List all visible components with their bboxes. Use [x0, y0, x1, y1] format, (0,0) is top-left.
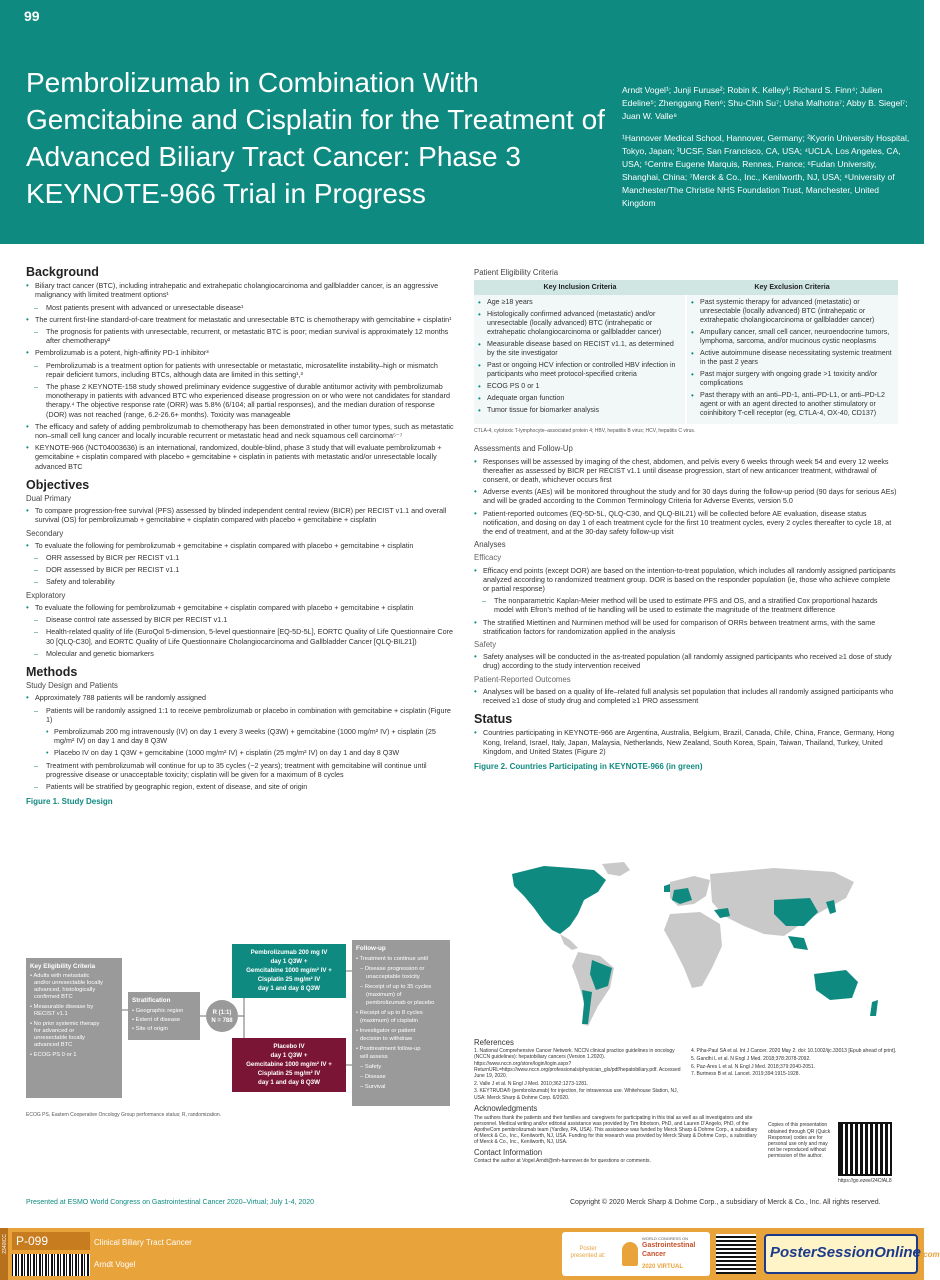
acknowledgments-title: Acknowledgments	[474, 1104, 538, 1114]
follow-up-line: • Investigator or patient	[356, 1028, 416, 1034]
eligibility-line: RECIST v1.1	[34, 1011, 68, 1017]
inclusion-item: • Tumor tissue for biomarker analysis	[478, 406, 681, 415]
methods-heading: Methods	[26, 664, 78, 679]
background-list	[26, 281, 456, 471]
eligibility-line: • ECOG PS 0 or 1	[30, 1052, 77, 1058]
follow-up-line: – Disease	[360, 1074, 386, 1080]
qr-url[interactable]: https://go.ezee/24CfAL8	[838, 1178, 892, 1185]
list-item: – Patients will be stratified by geographic region, extent of disease, and site of origin	[26, 782, 456, 791]
eligibility-table	[474, 280, 898, 424]
eligibility-line: • Adults with metastatic	[30, 973, 90, 979]
copyright: Copyright © 2020 Merck Sharp & Dohme Corp., a subsidiary of Merck & Co., Inc. All rights reserved.	[570, 1199, 881, 1206]
list-item: • Adverse events (AEs) will be monitored throughout the study and for 30 days during the follow-up period (90 days for serious AEs) and will be graded according to the Common Terminology Criteria for Adverse Events, version 5.0	[474, 487, 898, 505]
list-item: • The current first-line standard-of-care treatment for metastatic and unresectable BTC is chemotherapy with gemcitabine + cisplatin¹	[26, 315, 456, 324]
list-item: • Pembrolizumab is a potent, high-affinity PD-1 inhibitor³	[26, 348, 456, 357]
list-item: – Health-related quality of life (EuroQol 5-dimension, 5-level questionnaire [EQ-5D-5L], EORTC Quality of Life Questionnaire Core 30 [QLQ-C30], and EORTC Quality of Life Questionnaire Cholangiocarcinoma and Gallbladder Cancer [QLQ-BIL21])	[26, 627, 456, 645]
list-item: – Patients will be randomly assigned 1:1 to receive pembrolizumab or placebo in combination with gemcitabine + cisplatin (Figure 1)	[26, 706, 456, 724]
list-item: • KEYNOTE-966 (NCT04003636) is an international, randomized, double-blind, phase 3 study that will evaluate pembrolizumab + gemcitabine + cisplatin compared with placebo + gemcitabine + cisplatin in patients with metastatic and/or unresectable locally advanced BTC	[26, 443, 456, 471]
references-section	[474, 1040, 898, 1185]
follow-up-line: will assess	[360, 1054, 388, 1060]
inclusion-item: • Adequate organ function	[478, 394, 681, 403]
exclusion-item: • Past major surgery with ongoing grade >1 toxicity and/or complications	[691, 370, 894, 388]
list-item: • Analyses will be based on a quality of life–related full analysis set population that includes all randomly assigned participants who received ≥1 dose of study drug and completed ≥1 PRO assessment	[474, 687, 898, 705]
list-item: • Efficacy end points (except DOR) are based on the intention-to-treat population, which includes all randomly assigned participants analyzed according to randomized treatment group. DOR is based on the responder population (ie, those who achieve complete or partial response)	[474, 566, 898, 594]
inclusion-header: Key Inclusion Criteria	[474, 280, 686, 295]
sample-size-label: N = 788	[211, 1018, 233, 1024]
references-title: References	[474, 1038, 514, 1047]
follow-up-line: pembrolizumab or placebo	[366, 1000, 435, 1006]
arm1-line: day 1 Q3W +	[270, 958, 308, 965]
list-item: • To evaluate the following for pembrolizumab + gemcitabine + cisplatin compared with placebo + gemcitabine + cisplatin	[26, 541, 456, 550]
list-item: – The phase 2 KEYNOTE-158 study showed preliminary evidence suggestive of durable antitumor activity with pembrolizumab monotherapy in patients with advanced BTC who experienced disease progression on or who were not candidates for standard therapy.⁴ The objective response rate (ORR) was 5.8% (6/104; all partial responses), and the median duration of response (DOR) was not reached (range, 6.2-26.6+ months). Toxicity was manageable	[26, 382, 456, 419]
exclusion-item: • Ampullary cancer, small cell cancer, neuroendocrine tumors, lymphoma, sarcoma, and/or mucinous cystic neoplasms	[691, 328, 894, 346]
study-design-diagram	[26, 940, 456, 1110]
follow-up-line: – Survival	[360, 1084, 386, 1090]
right-column	[474, 268, 898, 777]
eligibility-line: unresectable locally	[34, 1035, 85, 1041]
reference-item: 5. Gandhi L et al. N Engl J Med. 2018;378:2078-2092.	[691, 1055, 811, 1062]
contact-title: Contact Information	[474, 1147, 543, 1157]
follow-up-line: decision to withdraw	[360, 1036, 413, 1042]
list-item: • The stratified Miettinen and Nurminen method will be used for comparison of ORRs between treatment arms, with the same stratification factors for randomization applied in the analysis	[474, 618, 898, 636]
follow-up-line: • Receipt of up to 8 cycles	[356, 1010, 423, 1016]
congress-line2: Gastrointestinal	[642, 1242, 696, 1249]
status-heading: Status	[474, 712, 513, 727]
eligibility-title: Patient Eligibility Criteria	[474, 268, 559, 277]
greenland-shape	[602, 862, 630, 876]
follow-up-title: Follow-up	[356, 945, 386, 952]
arm1-line: Cisplatin 25 mg/m² IV	[257, 976, 321, 983]
arm2-line: day 1 and day 8 Q3W	[258, 1079, 320, 1086]
eligibility-line: • No prior systemic therapy	[30, 1021, 100, 1027]
poster-number: 99	[24, 8, 40, 24]
footer-vertical-code: 2340ICC	[2, 1234, 8, 1254]
follow-up-line: unacceptable toxicity	[366, 974, 420, 980]
poster-title: Pembrolizumab in Combination With Gemcitabine and Cisplatin for the Treatment of Advanced Biliary Tract Cancer: Phase 3 KEYNOTE-966 Trial in Progress	[26, 67, 605, 209]
list-item: • Countries participating in KEYNOTE-966 are Argentina, Australia, Belgium, Brazil, Canada, Chile, China, France, Germany, Hong Kong, Ireland, Israel, Italy, Japan, Malaysia, Netherlands, New Zealand, South Korea, Spain, Taiwan, Thailand, Turkey, United Kingdom, and United States (Figure 2)	[474, 728, 898, 756]
eligibility-line: advanced, histologically	[34, 987, 96, 993]
topic-label: Clinical Biliary Tract Cancer	[94, 1238, 192, 1247]
arm1-line: Pembrolizumab 200 mg IV	[250, 949, 328, 956]
analyses-title: Analyses	[474, 540, 506, 550]
north-america-shape	[512, 866, 606, 934]
inclusion-item: • Histologically confirmed advanced (metastatic) and/or unresectable (locally advanced) BTC (intrahepatic or extrahepatic cholangiocarcinoma or gallbladder cancer)	[478, 310, 681, 337]
dual-primary-label: Dual Primary	[26, 494, 72, 504]
acknowledgments-text: The authors thank the patients and their families and caregivers for participating in this trial as well as all investigators and site personnel. Medical writing and/or editorial assistance was provided by Tim Ibbotson, PhD, and Lauren D'Angelo, PhD, of the ApotheCom pembrolizumab team (Yardley, PA, USA). This assistance was funded by Merck Sharp & Dohme Corp., a subsidiary of Merck & Co., Inc., Kenilworth, NJ, USA. Funding for this research was provided by Merck Sharp & Dohme Corp., a subsidiary of Merck & Co., Inc., Kenilworth, NJ, USA.	[474, 1114, 758, 1146]
southeast-asia-shape	[788, 936, 808, 950]
list-item: • Biliary tract cancer (BTC), including intrahepatic and extrahepatic cholangiocarcinoma and gallbladder cancer, is an aggressive malignancy with limited treatment options¹	[26, 281, 456, 299]
brand-suffix: .com	[920, 1250, 940, 1259]
inclusion-item: • Age ≥18 years	[478, 298, 681, 307]
uk-ireland-shape	[664, 884, 670, 892]
follow-up-line: – Safety	[360, 1064, 382, 1070]
background-heading: Background	[26, 265, 99, 279]
author-label: Arndt Vogel	[94, 1260, 136, 1269]
list-item: • To compare progression-free survival (PFS) assessed by blinded independent central review (BICR) per RECIST v1.1 and overall survival (OS) for pembrolizumab + gemcitabine + cisplatin compared with placebo + gemcitabine + cisplatin	[26, 506, 456, 524]
arm2-line: Cisplatin 25 mg/m² IV	[257, 1070, 321, 1077]
arm2-line: Gemcitabine 1000 mg/m² IV +	[246, 1061, 332, 1068]
brand-name: PosterSessionOnline	[770, 1244, 921, 1261]
exclusion-item: • Past therapy with an anti–PD-1, anti–PD-L1, or anti–PD-L2 agent or with an agent directed to another stimulatory or coinhibitory T-cell receptor (eg, CTLA-4, OX-40, CD137)	[691, 391, 894, 418]
barcode-icon	[12, 1254, 90, 1276]
africa-shape	[664, 912, 722, 988]
qr-note: Copies of this presentation obtained through QR (Quick Response) codes are for personal use only and may not be reproduced without permission of the author.	[768, 1122, 831, 1160]
list-item: – Most patients present with advanced or unresectable disease¹	[26, 303, 456, 312]
australia-shape	[814, 970, 858, 1000]
inclusion-item: • Measurable disease based on RECIST v1.1, as determined by the site investigator	[478, 340, 681, 358]
eligibility-line: and/or unresectable locally	[34, 980, 103, 986]
presented-at: Presented at ESMO World Congress on Gastrointestinal Cancer 2020–Virtual; July 1-4, 2020	[26, 1199, 315, 1206]
footer-bar	[0, 1228, 940, 1280]
eligibility-line: confirmed BTC	[34, 994, 73, 1000]
figure1-footnote: ECOG PS, Eastern Cooperative Oncology Group performance status; R, randomization.	[26, 1112, 222, 1118]
stratification-title: Stratification	[132, 997, 171, 1004]
arm1-line: Gemcitabine 1000 mg/m² IV +	[246, 967, 332, 974]
left-column	[26, 265, 456, 812]
follow-up-line: (maximum) of	[366, 992, 402, 998]
affiliations: ¹Hannover Medical School, Hannover, Germany; ²Kyorin University Hospital, Tokyo, Japan; ³UCSF, San Francisco, CA, USA; ⁴UCLA, Los Angeles, CA, USA; ⁵Centre Eugene Marquis, Rennes, France; ⁶Fudan University, Shanghai, China; ⁷Merck & Co., Inc., Kenilworth, NJ, USA; ⁸University of Manchester/The Christie NHS Foundation Trust, Manchester, United Kingdom	[622, 133, 910, 208]
figure1-caption: Figure 1. Study Design	[26, 797, 113, 807]
secondary-label: Secondary	[26, 528, 64, 538]
eligibility-line: advanced BTC	[34, 1042, 73, 1048]
congress-line1: WORLD CONGRESS ON	[642, 1236, 689, 1241]
reference-item: 6. Paz-Ares L et al. N Engl J Med. 2018;379:2040-2051.	[691, 1063, 816, 1070]
congress-line3: Cancer	[642, 1251, 666, 1258]
poster-session-logo[interactable]	[764, 1234, 940, 1274]
contact-text: Contact the author at Vogel.Arndt@mh-hannover.de for questions or comments.	[474, 1157, 651, 1164]
world-map	[474, 856, 898, 1036]
footer-qr-code-icon[interactable]	[716, 1234, 756, 1274]
list-item: – Treatment with pembrolizumab will continue for up to 35 cycles (~2 years); treatment with gemcitabine will continue until progressive disease or unacceptable toxicity; cisplatin will be given for a maximum of 8 cycles	[26, 761, 456, 779]
list-item: • Placebo IV on day 1 Q3W + gemcitabine (1000 mg/m² IV) + cisplatin (25 mg/m² IV) on day 1 and day 8 Q3W	[26, 748, 456, 757]
stratification-line: • Geographic region	[132, 1008, 184, 1014]
list-item: • Pembrolizumab 200 mg intravenously (IV) on day 1 every 3 weeks (Q3W) + gemcitabine (1000 mg/m² IV) + cisplatin (25 mg/m² IV) on day 1 and day 8 Q3W	[26, 727, 456, 745]
arm2-line: day 1 Q3W +	[270, 1052, 308, 1059]
list-item: • Approximately 788 patients will be randomly assigned	[26, 693, 456, 702]
reference-item: 4. Piha-Paul SA et al. Int J Cancer. 2020 May 2. doi: 10.1002/ijc.33013 [Epub ahead of print].	[691, 1048, 897, 1055]
randomization-label: R (1:1)	[212, 1010, 232, 1016]
eligibility-line: • Measurable disease by	[30, 1004, 94, 1010]
list-item: • Patient-reported outcomes (EQ-5D-5L, QLQ-C30, and QLQ-BIL21) will be collected before AE evaluation, disease status notification, and dosing on day 1 of each treatment cycle for the first 10 treatment cycles, every 2 cycles thereafter to cycle 18, at the end of treatment, and at the 30-day safety follow-up visit	[474, 509, 898, 537]
list-item: – DOR assessed by BICR per RECIST v1.1	[26, 565, 456, 574]
pro-label: Patient-Reported Outcomes	[474, 674, 571, 684]
congress-line4: 2020 VIRTUAL	[642, 1264, 684, 1270]
list-item: – Pembrolizumab is a treatment option for patients with unresectable or metastatic, microsatellite instability–high or mismatch repair deficient tumors, including BTCs, although data are limited in this setting¹,³	[26, 361, 456, 379]
list-item: • Safety analyses will be conducted in the as-treated population (all randomly assigned participants who received ≥1 dose of study drug) according to the study intervention received	[474, 652, 898, 670]
follow-up-line: • Treatment to continue until	[356, 956, 428, 962]
reference-item: 1. National Comprehensive Cancer Network. NCCN clinical practice guidelines in oncology (NCCN guidelines): hepatobiliary cancers (Version 1.2020). https://www.nccn.org/store/login/login.aspx?ReturnURL=https://www.nccn.org/professionals/physician_gls/pdf/hepatobiliary.pdf. Accessed June 19, 2020.	[474, 1048, 681, 1080]
central-america-shape	[560, 934, 578, 950]
flame-icon	[622, 1242, 638, 1266]
exploratory-label: Exploratory	[26, 590, 66, 600]
safety-label: Safety	[474, 640, 497, 650]
reference-item: 3. KEYTRUDA® (pembrolizumab) for injection, for intravenous use. Whitehouse Station, NJ, USA: Merck Sharp & Dohme Corp. 6/2020.	[474, 1088, 679, 1101]
follow-up-line: (maximum) of cisplatin	[360, 1018, 418, 1024]
inclusion-item: • Past or ongoing HCV infection or controlled HBV infection in participants who meet protocol-specified criteria	[478, 361, 681, 379]
reference-item: 2. Valle J et al. N Engl J Med. 2010;362:1273-1281.	[474, 1080, 589, 1087]
list-item: – ORR assessed by BICR per RECIST v1.1	[26, 553, 456, 562]
stratification-line: • Extent of disease	[132, 1017, 181, 1023]
eligibility-footnote: CTLA-4, cytotoxic T-lymphocyte–associated protein 4; HBV, hepatitis B virus; HCV, hepatitis C virus.	[474, 428, 696, 435]
header-banner	[0, 0, 924, 244]
list-item: – The prognosis for patients with unresectable, recurrent, or metastatic BTC is poor; median survival is approximately 12 months after chemotherapy²	[26, 327, 456, 345]
follow-up-line: • Posttreatment follow-up	[356, 1046, 421, 1052]
follow-up-line: – Receipt of up to 35 cycles	[360, 984, 432, 990]
eligibility-line: for advanced or	[34, 1028, 75, 1034]
reference-item: 7. Burtness B et al. Lancet. 2019;394:1915-1928.	[691, 1071, 800, 1078]
inclusion-item: • ECOG PS 0 or 1	[478, 382, 681, 391]
poster-presented-label: Poster presented at:	[570, 1246, 606, 1259]
figure2-caption: Figure 2. Countries Participating in KEYNOTE-966 (in green)	[474, 762, 703, 772]
follow-up-line: – Disease progression or	[360, 966, 425, 972]
poster-code: P-099	[12, 1232, 90, 1250]
list-item: – The nonparametric Kaplan-Meier method will be used to estimate PFS and OS, and a stratified Cox proportional hazards model with Efron's method of tie handling will be used to estimate the magnitude of the treatment difference	[474, 596, 898, 614]
objectives-heading: Objectives	[26, 477, 90, 492]
new-zealand-shape	[870, 1000, 878, 1016]
list-item: – Disease control rate assessed by BICR per RECIST v1.1	[26, 615, 456, 624]
stratification-line: • Site of origin	[132, 1026, 168, 1032]
exclusion-header: Key Exclusion Criteria	[686, 280, 898, 295]
eligibility-title: Key Eligibility Criteria	[30, 963, 96, 970]
randomization-circle	[206, 1000, 238, 1032]
assessments-title: Assessments and Follow-Up	[474, 444, 573, 454]
authors: Arndt Vogel¹; Junji Furuse²; Robin K. Kelley³; Richard S. Finn⁴; Julien Edeline⁵; Zhenggang Ren⁶; Shu-Chih Su⁷; Usha Malhotra⁷; Abby B. Siegel⁷; Juan W. Valle⁸	[622, 85, 908, 121]
arm1-line: day 1 and day 8 Q3W	[258, 985, 320, 992]
study-design-label: Study Design and Patients	[26, 681, 118, 691]
list-item: • The efficacy and safety of adding pembrolizumab to chemotherapy has been demonstrated in other tumor types, such as metastatic non–small cell lung cancer and locally incurable recurrent or metastatic head and neck squamous cell carcinoma⁵⁻⁷	[26, 422, 456, 440]
exclusion-item: • Active autoimmune disease necessitating systemic treatment in the past 2 years	[691, 349, 894, 367]
exclusion-item: • Past systemic therapy for advanced (metastatic) or unresectable (locally advanced) BTC (intrahepatic or extrahepatic cholangiocarcinoma or gallbladder cancer)	[691, 298, 894, 325]
qr-code-icon[interactable]	[838, 1122, 892, 1176]
list-item: – Molecular and genetic biomarkers	[26, 649, 456, 658]
list-item: – Safety and tolerability	[26, 577, 456, 586]
congress-logo-box	[562, 1232, 710, 1276]
arm2-line: Placebo IV	[273, 1043, 305, 1050]
list-item: • Responses will be assessed by imaging of the chest, abdomen, and pelvis every 6 weeks through week 54 and every 12 weeks thereafter as assessed by BICR per RECIST v1.1 until disease progression, start of new anticancer treatment, withdrawal of consent, or death, whichever occurs first	[474, 457, 898, 485]
list-item: • To evaluate the following for pembrolizumab + gemcitabine + cisplatin compared with placebo + gemcitabine + cisplatin	[26, 603, 456, 612]
efficacy-label: Efficacy	[474, 553, 502, 563]
